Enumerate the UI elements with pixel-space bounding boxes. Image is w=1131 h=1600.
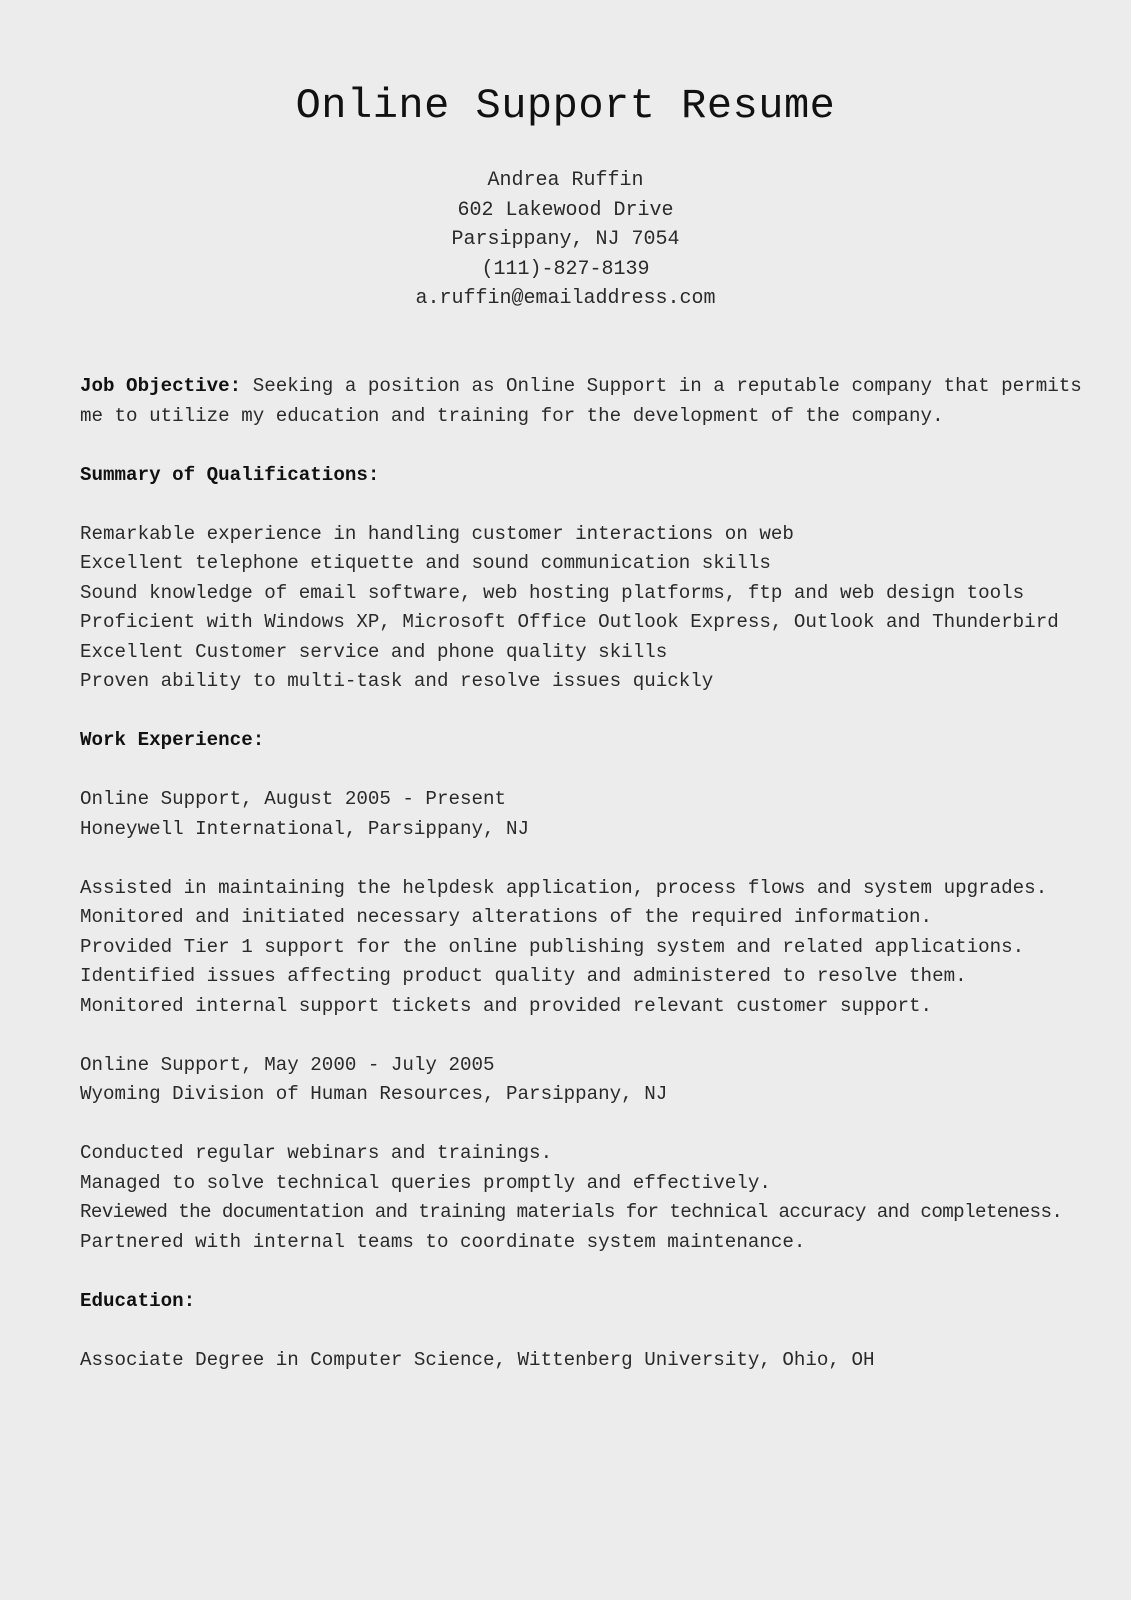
job-duty: Managed to solve technical queries promptly and effectively.: [80, 1171, 771, 1194]
qualification-item: Remarkable experience in handling customer interactions on web: [80, 522, 794, 545]
job-duty: Provided Tier 1 support for the online publishing system and related applications.: [80, 935, 1025, 958]
contact-email: a.ruffin@emailaddress.com: [415, 287, 716, 310]
contact-city: Parsippany, NJ 7054: [451, 228, 680, 251]
job-employer: Honeywell International, Parsippany, NJ: [80, 817, 530, 840]
qualification-item: Proven ability to multi-task and resolve issues quickly: [80, 670, 714, 692]
qualification-item: Proficient with Windows XP, Microsoft Office Outlook Express, Outlook and Thunderbird: [80, 611, 1059, 633]
job-duty: Identified issues affecting product quality and administered to resolve them.: [80, 965, 967, 987]
contact-street: 602 Lakewood Drive: [457, 198, 674, 222]
education-degree: Associate Degree in Computer Science, Wittenberg University, Ohio, OH: [80, 1348, 875, 1371]
job-duty: Conducted regular webinars and trainings.: [80, 1142, 553, 1164]
objective-label: Job Objective:: [80, 375, 242, 397]
qualification-item: Excellent telephone etiquette and sound communication skills: [80, 552, 771, 574]
experience-heading: Work Experience:: [80, 729, 265, 751]
job-duty: Assisted in maintaining the helpdesk application, process flows and system upgrades.: [80, 876, 1048, 899]
qualifications-heading: Summary of Qualifications:: [80, 463, 380, 486]
job-duty: Reviewed the documentation and training materials for technical accuracy and completeness.: [80, 1201, 1063, 1223]
job-employer: Wyoming Division of Human Resources, Parsippany, NJ: [80, 1083, 668, 1105]
qualification-item: Sound knowledge of email software, web hosting platforms, ftp and web design tools: [80, 581, 1025, 604]
contact-phone: (111)-827-8139: [481, 257, 650, 281]
job-title-dates: Online Support, August 2005 - Present: [80, 788, 507, 810]
contact-name: Andrea Ruffin: [487, 169, 644, 192]
resume-body: [80, 372, 1082, 1375]
objective-line-2: me to utilize my education and training for the development of the company.: [80, 404, 944, 427]
education-heading: Education:: [80, 1289, 196, 1312]
job-duty: Monitored and initiated necessary alterations of the required information.: [80, 906, 933, 928]
job-title-dates: Online Support, May 2000 - July 2005: [80, 1053, 495, 1076]
objective-line-1: [80, 372, 1082, 402]
qualification-item: Excellent Customer service and phone quality skills: [80, 640, 668, 663]
contact-block: [0, 166, 1131, 314]
job-duty: Monitored internal support tickets and provided relevant customer support.: [80, 994, 933, 1017]
objective-text-1: Seeking a position as Online Support in a reputable company that permits: [252, 375, 1082, 397]
page-title: Online Support Resume: [295, 82, 836, 130]
job-duty: Partnered with internal teams to coordinate system maintenance.: [80, 1230, 806, 1253]
